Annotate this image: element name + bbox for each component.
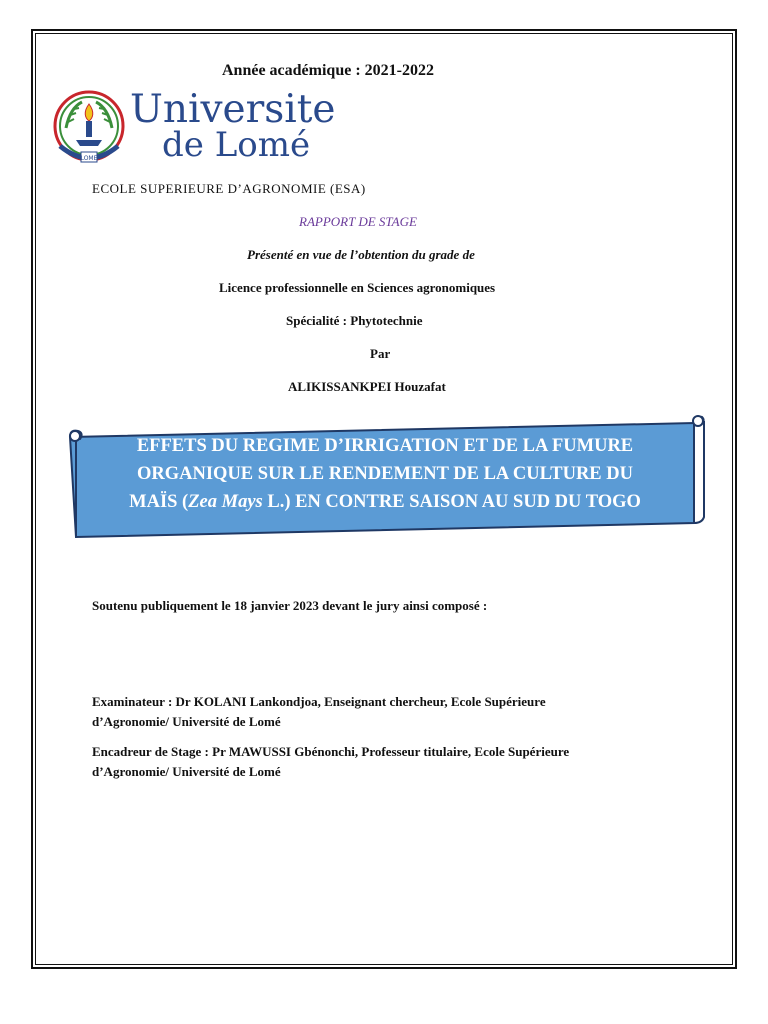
seal-badge-text: LOME	[80, 155, 98, 162]
speciality: Spécialité : Phytotechnie	[286, 313, 423, 328]
thesis-title-line2: ORGANIQUE SUR LE RENDEMENT DE LA CULTURE DU	[137, 464, 633, 484]
jury-examiner	[92, 692, 692, 732]
defense-statement: Soutenu publiquement le 18 janvier 2023 devant le jury ainsi composé :	[92, 598, 488, 613]
logo-wordmark-line2: de Lomé	[162, 125, 311, 165]
thesis-title-latin-name: Zea Mays	[188, 492, 263, 512]
thesis-title	[90, 432, 680, 516]
thesis-title-line3-pre: MAÏS (	[129, 492, 189, 512]
jury-supervisor	[92, 742, 692, 782]
university-seal-icon	[52, 88, 127, 170]
academic-year: Année académique : 2021-2022	[222, 62, 434, 79]
report-type: RAPPORT DE STAGE	[299, 214, 417, 229]
jury-supervisor-line2: d’Agronomie/ Université de Lomé	[92, 764, 281, 779]
thesis-title-line3-post: L.) EN CONTRE SAISON AU SUD DU TOGO	[262, 492, 641, 512]
jury-examiner-line2: d’Agronomie/ Université de Lomé	[92, 714, 281, 729]
presented-for: Présenté en vue de l’obtention du grade de	[247, 247, 475, 262]
thesis-title-line1: EFFETS DU REGIME D’IRRIGATION ET DE LA FUMURE	[136, 436, 634, 456]
by-label: Par	[370, 346, 391, 361]
jury-examiner-line1: Examinateur : Dr KOLANI Lankondjoa, Enseignant chercheur, Ecole Supérieure	[92, 694, 546, 709]
degree: Licence professionnelle en Sciences agronomiques	[219, 280, 496, 295]
logo-wordmark-line1: Universite	[130, 87, 336, 132]
jury-supervisor-line1: Encadreur de Stage : Pr MAWUSSI Gbénonchi, Professeur titulaire, Ecole Supérieure	[92, 744, 570, 759]
school-name: ECOLE SUPERIEURE D’AGRONOMIE (ESA)	[92, 181, 366, 196]
thesis-title-line3	[90, 488, 680, 516]
author-name: ALIKISSANKPEI Houzafat	[288, 379, 446, 394]
